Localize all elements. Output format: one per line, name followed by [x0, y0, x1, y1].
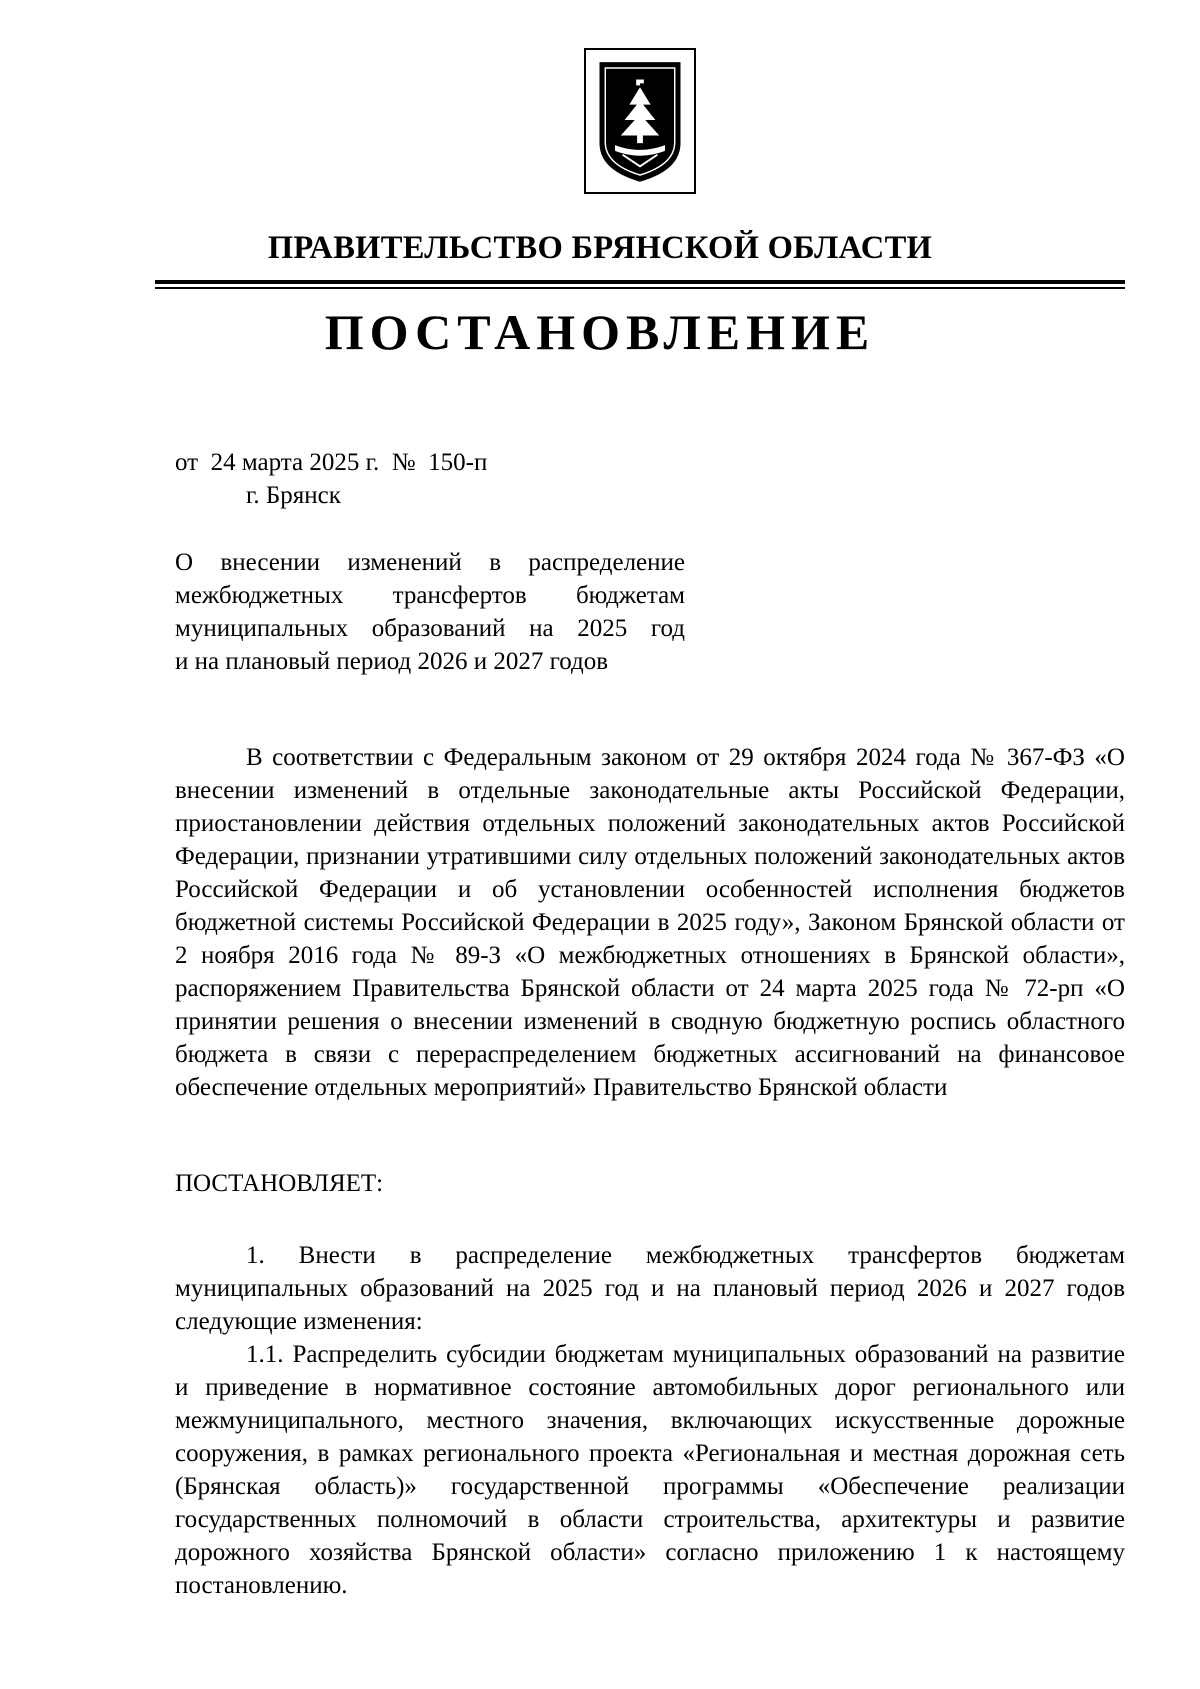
organization-title: ПРАВИТЕЛЬСТВО БРЯНСКОЙ ОБЛАСТИ	[267, 230, 933, 266]
city-line: г. Брянск	[246, 482, 341, 509]
coat-of-arms-emblem	[584, 48, 696, 194]
document-type-title: ПОСТАНОВЛЕНИЕ	[324, 304, 876, 360]
document-subject	[175, 546, 685, 678]
clause-1-paragraph: 1. Внести в распределение межбюджетных трансфертов бюджетам муниципальных образований на 2025 год и на плановый период 2026 и 2027 годов следующие изменения:	[175, 1242, 1125, 1335]
date-number-line: от 24 марта 2025 г. № 150-п	[175, 449, 488, 476]
header-divider-thick	[155, 280, 1125, 284]
subject-line: О внесении изменений в распределение	[175, 549, 685, 576]
resolves-heading: ПОСТАНОВЛЯЕТ:	[175, 1170, 384, 1197]
subject-line: и на плановый период 2026 и 2027 годов	[175, 648, 609, 675]
subject-line: муниципальных образований на 2025 год	[175, 615, 685, 642]
preamble-paragraph: В соответствии с Федеральным законом от 29 октября 2024 года № 367-ФЗ «О внесении изменений в отдельные законодательные акты Российской Федерации, приостановлении действия отдельных положений законодательных актов Российской Федерации, признании утратившими силу отдельных положений законодательных актов Российской Федерации и об установлении особенностей исполнения бюджетов бюджетной системы Российской Федерации в 2025 году», Законом Брянской области от 2 ноября 2016 года № 89-З «О межбюджетных отношениях в Брянской области», распоряжением Правительства Брянской области от 24 марта 2025 года № 72-рп «О принятии решения о внесении изменений в сводную бюджетную роспись областного бюджета в связи с перераспределением бюджетных ассигнований на финансовое обеспечение отдельных мероприятий» Правительство Брянской области	[175, 744, 1125, 1101]
header-divider-thin	[155, 287, 1125, 289]
clause-1-1-paragraph: 1.1. Распределить субсидии бюджетам муниципальных образований на развитие и приведение в нормативное состояние автомобильных дорог регионального или межмуниципального, местного значения, включающих искусственные дорожные сооружения, в рамках регионального проекта «Региональная и местная дорожная сеть (Брянская область)» государственной программы «Обеспечение реализации государственных полномочий в области строительства, архитектуры и развитие дорожного хозяйства Брянской области» согласно приложению 1 к настоящему постановлению.	[175, 1341, 1125, 1599]
subject-line: межбюджетных трансфертов бюджетам	[175, 582, 685, 609]
